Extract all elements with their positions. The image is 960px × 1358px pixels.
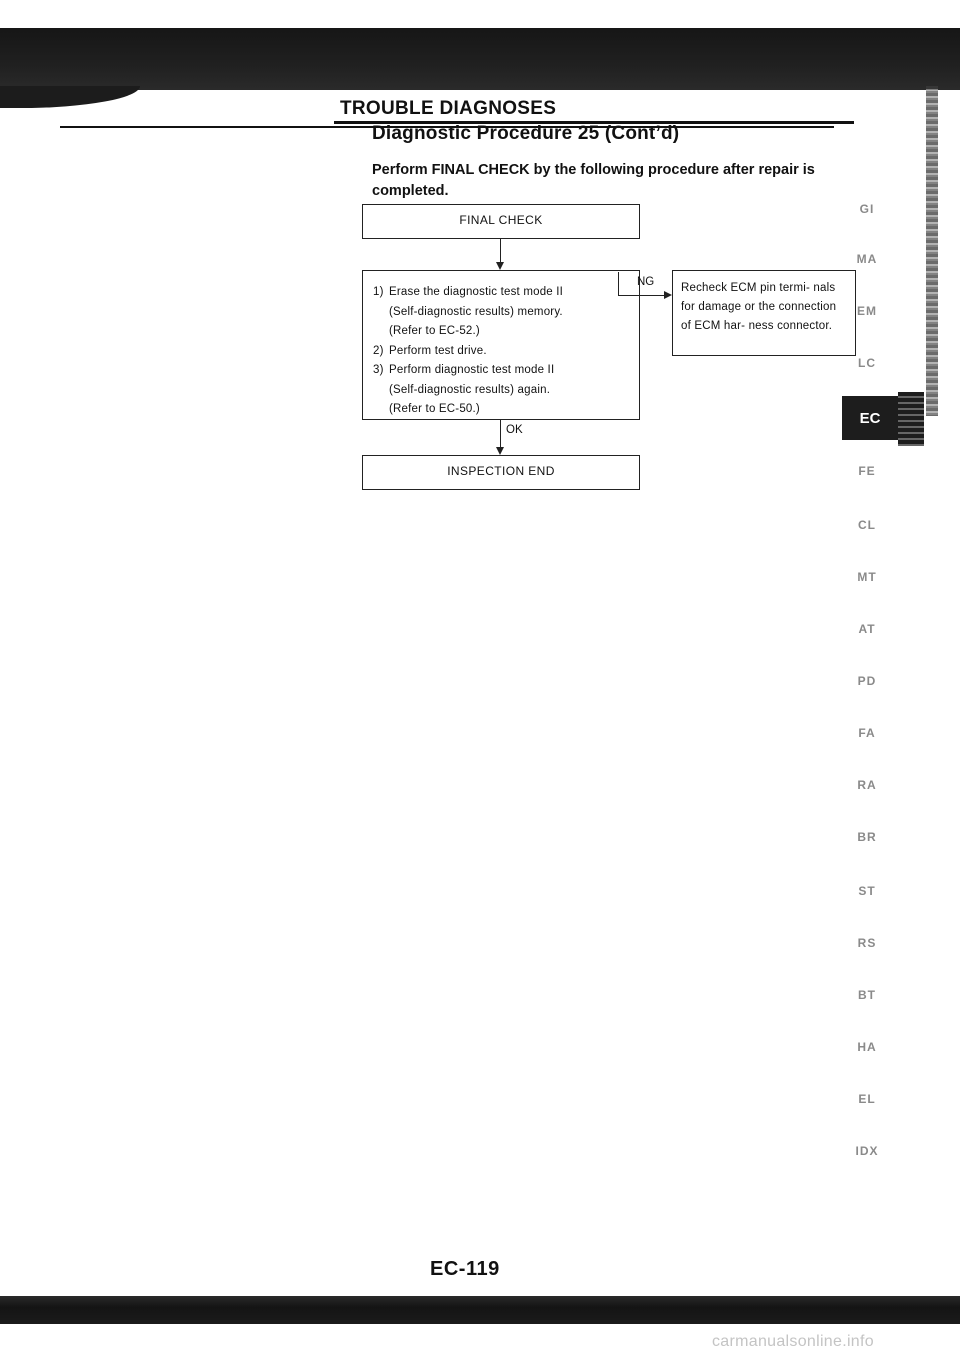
flow-step: 1) Erase the diagnostic test mode II (Self-diagnostic results) memory. (Refer to EC-52.) xyxy=(373,286,564,337)
side-tab-fa[interactable]: FA xyxy=(858,726,876,740)
top-scan-band-curve xyxy=(0,86,140,108)
flow-arrowhead-down xyxy=(496,447,504,455)
header-title: TROUBLE DIAGNOSES xyxy=(340,98,557,119)
side-tab-gi[interactable]: GI xyxy=(859,202,875,216)
side-tab-ha[interactable]: HA xyxy=(857,1040,877,1054)
flow-box-recheck: Recheck ECM pin termi- nals for damage or the connection of ECM har- ness connector. xyxy=(672,270,856,356)
intro-text: Perform FINAL CHECK by the following procedure after repair is completed. xyxy=(372,162,815,199)
flow-arrow-right xyxy=(618,295,666,296)
flow-step: 2) Perform test drive. xyxy=(373,344,487,357)
bottom-scan-band xyxy=(0,1296,960,1324)
page-number: EC-119 xyxy=(430,1258,500,1280)
side-tab-active-fringe xyxy=(898,392,924,446)
flow-box-steps xyxy=(362,270,640,420)
side-tab-st[interactable]: ST xyxy=(858,884,876,898)
side-tab-idx[interactable]: IDX xyxy=(855,1144,879,1158)
side-tab-bt[interactable]: BT xyxy=(858,988,876,1002)
side-tab-fe[interactable]: FE xyxy=(858,464,876,478)
side-tab-ma[interactable]: MA xyxy=(856,252,878,266)
flow-step: 3) Perform diagnostic test mode II (Self-diagnostic results) again. (Refer to EC-50.) xyxy=(373,364,555,415)
flow-arrow-down xyxy=(500,420,501,450)
side-tab-lc[interactable]: LC xyxy=(858,356,876,370)
flow-ng-divider xyxy=(618,272,619,296)
side-tab-ec-active[interactable]: EC xyxy=(842,396,898,440)
side-tab-pd[interactable]: PD xyxy=(857,674,877,688)
side-tab-at[interactable]: AT xyxy=(858,622,876,636)
side-tab-mt[interactable]: MT xyxy=(857,570,877,584)
flow-box-inspection-end-label: INSPECTION END xyxy=(447,464,555,478)
watermark-text: carmanualsonline.info xyxy=(712,1333,874,1350)
flow-arrowhead-right xyxy=(664,291,672,299)
side-tab-el[interactable]: EL xyxy=(858,1092,876,1106)
flow-box-final-check xyxy=(362,204,640,239)
section-title: Diagnostic Procedure 25 (Cont’d) xyxy=(372,123,680,144)
flow-label-ok: OK xyxy=(506,424,523,436)
flow-box-inspection-end xyxy=(362,455,640,490)
flow-label-ng: NG xyxy=(637,276,655,288)
side-tab-em[interactable]: EM xyxy=(857,304,877,318)
top-scan-band xyxy=(0,28,960,90)
flow-arrowhead-down xyxy=(496,262,504,270)
side-tab-br[interactable]: BR xyxy=(857,830,877,844)
flow-box-final-check-label: FINAL CHECK xyxy=(459,213,543,227)
right-edge-scan-strip xyxy=(926,86,938,416)
side-tab-ra[interactable]: RA xyxy=(857,778,877,792)
side-tab-cl[interactable]: CL xyxy=(858,518,876,532)
side-tab-rs[interactable]: RS xyxy=(857,936,877,950)
